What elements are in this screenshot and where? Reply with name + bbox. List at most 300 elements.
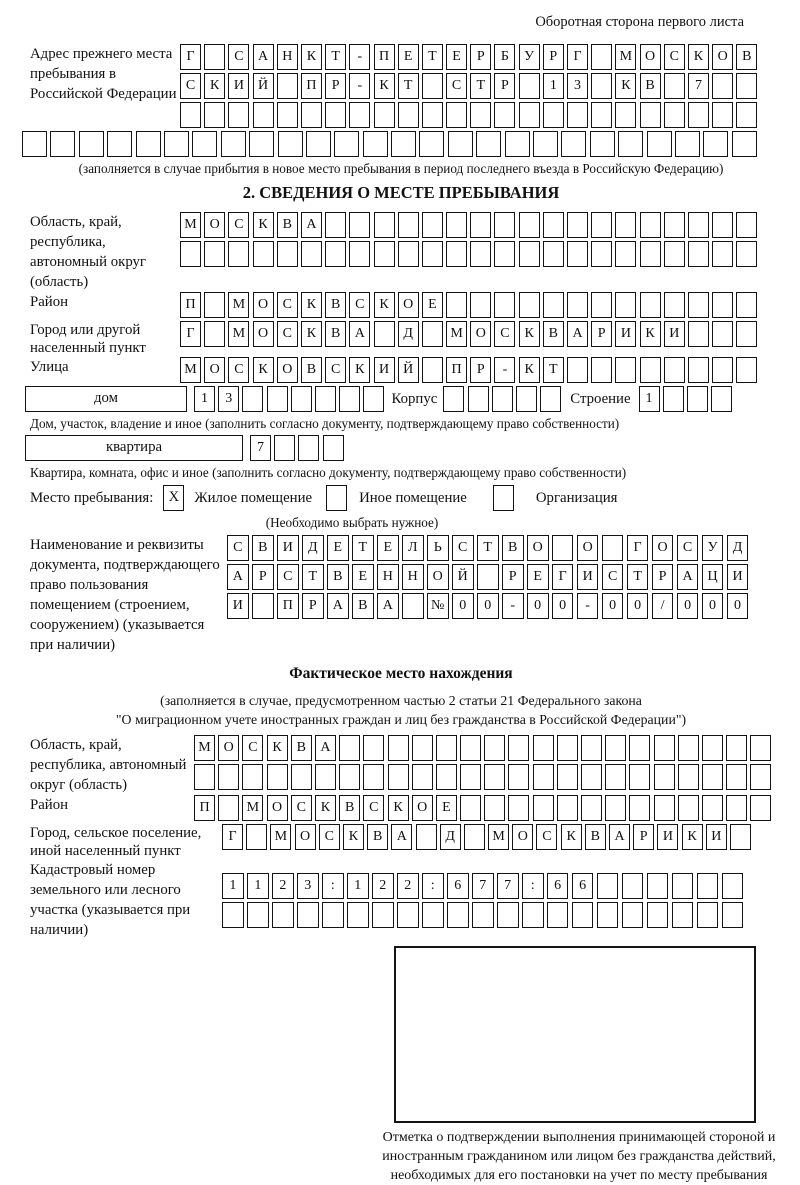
char-box: 2 [397,873,419,899]
oblast-grid [180,212,761,270]
char-box: К [561,824,582,850]
char-box [688,321,709,347]
char-box: 0 [702,593,724,619]
char-box [242,386,263,412]
char-box [591,73,612,99]
char-box [712,321,733,347]
kadastr-grid [222,873,747,931]
char-box: К [688,44,709,70]
char-box [722,902,744,928]
char-box: В [352,593,374,619]
char-box: А [377,593,399,619]
ulitsa-label: Улица [30,359,69,375]
char-box: 1 [543,73,564,99]
char-box: С [677,535,699,561]
char-box: К [343,824,364,850]
char-box: М [615,44,636,70]
char-box: О [712,44,733,70]
char-box [242,764,263,790]
char-box [519,292,540,318]
char-box: М [228,321,249,347]
fact-gorod-section [22,824,780,860]
char-box [277,73,298,99]
char-box [711,386,732,412]
char-box [557,735,578,761]
char-box [416,824,437,850]
char-box: В [301,357,322,383]
char-box: С [363,795,384,821]
char-box: / [652,593,674,619]
char-box [221,131,246,157]
char-box [306,131,331,157]
char-box [228,102,249,128]
char-box: О [470,321,491,347]
char-box: С [452,535,474,561]
oblast-label: Область, край, республика, автономный округ (область) [30,214,146,290]
char-box: 2 [372,873,394,899]
char-box: - [349,44,370,70]
char-box: Б [494,44,515,70]
char-box: В [325,292,346,318]
char-box [640,241,661,267]
char-box [543,292,564,318]
char-box [567,292,588,318]
char-box [107,131,132,157]
char-box [22,131,47,157]
char-box: 0 [677,593,699,619]
char-box [204,44,225,70]
char-box: 6 [447,873,469,899]
char-box [519,212,540,238]
char-box: Й [253,73,274,99]
prev-address-row-2 [180,73,761,99]
char-box [519,241,540,267]
char-box [249,131,274,157]
char-box [547,902,569,928]
fact-note-1: (заполняется в случае, предусмотренном частью 2 статьи 21 Федерального закона [160,693,642,708]
char-box: М [446,321,467,347]
char-box: И [664,321,685,347]
char-box: Т [627,564,649,590]
char-box [597,902,619,928]
char-box: В [640,73,661,99]
char-box: Д [727,535,749,561]
char-box: М [180,212,201,238]
char-box: Ь [427,535,449,561]
char-box: С [602,564,624,590]
char-box [702,735,723,761]
char-box [654,795,675,821]
char-box: С [291,795,312,821]
char-box: 7 [497,873,519,899]
char-box: Р [470,357,491,383]
kvartira-row [22,435,780,461]
char-box: К [640,321,661,347]
char-box [334,131,359,157]
char-box [590,131,615,157]
char-box: 6 [572,873,594,899]
char-box [322,902,344,928]
char-box [460,795,481,821]
char-box: С [228,212,249,238]
fact-oblast-label: Область, край, республика, автономный округ (область) [30,737,187,793]
document-row-2 [227,564,752,590]
char-box: Е [436,795,457,821]
oblast-row-2 [180,241,761,267]
char-box: Т [477,535,499,561]
char-box: 0 [627,593,649,619]
char-box [678,764,699,790]
char-box [730,824,751,850]
char-box [494,241,515,267]
char-box [664,241,685,267]
char-box [615,292,636,318]
char-box [460,735,481,761]
fact-raion-section [22,795,780,824]
char-box [374,321,395,347]
char-box [712,292,733,318]
fact-gorod-row [222,824,754,850]
char-box: И [727,564,749,590]
char-box [736,292,757,318]
char-box: А [609,824,630,850]
document-section [22,535,780,655]
gorod-section [22,321,780,357]
char-box: В [339,795,360,821]
dom-note: Дом, участок, владение и иное (заполнить согласно документу, подтверждающему право собственности) [30,416,620,431]
char-box: Н [277,44,298,70]
page-header-note: Оборотная сторона первого листа [535,14,744,30]
char-box: В [502,535,524,561]
char-box [522,902,544,928]
char-box: О [267,795,288,821]
char-box [654,764,675,790]
char-box: Р [302,593,324,619]
char-box [446,212,467,238]
fact-raion-label: Район [30,797,69,813]
char-box [687,386,708,412]
char-box: К [267,735,288,761]
char-box: О [577,535,599,561]
char-box: О [398,292,419,318]
char-box: Г [222,824,243,850]
char-box [470,212,491,238]
char-box: А [349,321,370,347]
char-box: В [252,535,274,561]
char-box: А [253,44,274,70]
document-row-1 [227,535,752,561]
char-box [325,102,346,128]
char-box: Т [352,535,374,561]
char-box [703,131,728,157]
char-box: О [640,44,661,70]
char-box: С [446,73,467,99]
char-box: 7 [250,435,271,461]
char-box [315,386,336,412]
char-box: М [488,824,509,850]
char-box: Ц [702,564,724,590]
dom-cells [194,386,388,406]
char-box [349,212,370,238]
checkbox-zhiloe: X [163,485,184,511]
char-box: Е [377,535,399,561]
char-box [688,102,709,128]
kadastr-section [22,860,780,940]
gorod-label: Город или другой населенный пункт [30,322,146,356]
char-box [274,435,295,461]
char-box: Е [352,564,374,590]
char-box [50,131,75,157]
char-box: Е [327,535,349,561]
char-box [464,824,485,850]
char-box [278,131,303,157]
char-box [561,131,586,157]
char-box [647,902,669,928]
char-box [443,386,464,412]
char-box: Т [543,357,564,383]
char-box [615,357,636,383]
char-box: И [577,564,599,590]
char-box: 0 [477,593,499,619]
char-box [494,102,515,128]
char-box: Р [502,564,524,590]
char-box [750,735,771,761]
char-box [712,102,733,128]
char-box [552,535,574,561]
char-box [422,321,443,347]
char-box [591,241,612,267]
char-box [398,241,419,267]
char-box [398,212,419,238]
char-box [391,131,416,157]
section2-title: 2. СВЕДЕНИЯ О МЕСТЕ ПРЕБЫВАНИЯ [242,183,560,202]
char-box [557,764,578,790]
char-box: К [374,292,395,318]
char-box [697,902,719,928]
ulitsa-section [22,357,780,386]
char-box: У [702,535,724,561]
char-box: К [349,357,370,383]
char-box [591,212,612,238]
char-box [622,902,644,928]
char-box [618,131,643,157]
mesto-label: Место пребывания: [30,490,154,506]
char-box: К [615,73,636,99]
char-box: О [652,535,674,561]
kvartira-cells [250,435,347,455]
prev-address-label: Адрес прежнего места пребывания в Российской Федерации [30,46,177,102]
char-box [647,873,669,899]
char-box [194,764,215,790]
char-box [253,102,274,128]
document-grid [227,535,752,622]
char-box [664,212,685,238]
raion-row [180,292,761,318]
char-box: Т [325,44,346,70]
char-box: К [519,357,540,383]
kadastr-row-1 [222,873,747,899]
stroenie-cells [639,386,736,406]
char-box [374,212,395,238]
char-box [492,386,513,412]
char-box [567,102,588,128]
fact-note-2: "О миграционном учете иностранных граждан и лиц без гражданства в Российской Федерации") [115,712,687,727]
char-box [277,241,298,267]
char-box: К [301,292,322,318]
char-box [664,73,685,99]
char-box: Р [652,564,674,590]
char-box [702,795,723,821]
char-box [543,102,564,128]
prev-address-note: (заполняется в случае прибытия в новое место пребывания в период последнего въезда в Российскую Федерацию) [78,161,724,176]
option-inoe-label: Иное помещение [359,490,467,506]
char-box [363,764,384,790]
mesto-note: (Необходимо выбрать нужное) [265,515,439,530]
char-box [664,357,685,383]
char-box [325,212,346,238]
char-box [605,795,626,821]
char-box: М [242,795,263,821]
char-box: - [502,593,524,619]
raion-section [22,292,780,321]
char-box: Р [494,73,515,99]
char-box: С [277,292,298,318]
char-box [339,764,360,790]
char-box: Г [567,44,588,70]
char-box [402,593,424,619]
char-box [591,357,612,383]
char-box [180,241,201,267]
char-box [533,795,554,821]
gorod-row [180,321,761,347]
char-box [581,795,602,821]
char-box [712,357,733,383]
kadastr-row-2 [222,902,747,928]
char-box [678,795,699,821]
char-box [736,357,757,383]
char-box [615,212,636,238]
char-box: И [374,357,395,383]
char-box [615,102,636,128]
char-box: А [301,212,322,238]
char-box: О [204,212,225,238]
stamp-caption: Отметка о подтверждении выполнения принимающей стороной и иностранным гражданином или лицом без гражданства действий, необходимых для его постановки на учет по месту пребывания [382,1130,776,1183]
dom-section [22,386,780,432]
char-box [339,386,360,412]
char-box: 1 [639,386,660,412]
char-box: № [427,593,449,619]
fact-oblast-grid [194,735,775,793]
char-box [654,735,675,761]
char-box [349,241,370,267]
char-box: М [228,292,249,318]
char-box: К [682,824,703,850]
char-box [484,735,505,761]
char-box: 3 [297,873,319,899]
char-box [470,241,491,267]
char-box [484,795,505,821]
option-zhiloe-label: Жилое помещение [194,490,313,506]
char-box [702,764,723,790]
char-box [180,102,201,128]
char-box: Д [398,321,419,347]
char-box [388,764,409,790]
char-box [581,735,602,761]
char-box: 7 [688,73,709,99]
char-box: К [253,357,274,383]
char-box [372,902,394,928]
char-box: С [325,357,346,383]
document-row-3 [227,593,752,619]
char-box: В [291,735,312,761]
char-box: С [664,44,685,70]
oblast-row-1 [180,212,761,238]
char-box [647,131,672,157]
char-box [446,102,467,128]
char-box [672,873,694,899]
char-box: 1 [347,873,369,899]
char-box [436,735,457,761]
char-box: П [277,593,299,619]
checkbox-organizatsiya [493,485,514,511]
char-box [363,131,388,157]
char-box [712,241,733,267]
char-box [640,102,661,128]
char-box [291,386,312,412]
char-box: Н [402,564,424,590]
char-box [736,241,757,267]
char-box [398,102,419,128]
char-box [519,102,540,128]
char-box: И [227,593,249,619]
char-box [397,902,419,928]
char-box: Т [398,73,419,99]
char-box: К [388,795,409,821]
char-box [422,357,443,383]
char-box: М [180,357,201,383]
char-box [688,212,709,238]
char-box [567,357,588,383]
char-box: А [227,564,249,590]
char-box: Р [591,321,612,347]
char-box [664,102,685,128]
char-box [508,735,529,761]
char-box: 1 [222,873,244,899]
char-box [422,73,443,99]
char-box [591,102,612,128]
char-box [315,764,336,790]
char-box: : [322,873,344,899]
char-box: С [277,564,299,590]
char-box: Г [627,535,649,561]
fact-raion-row [194,795,775,821]
char-box [422,102,443,128]
char-box: В [736,44,757,70]
char-box [472,902,494,928]
char-box [374,241,395,267]
char-box [726,764,747,790]
char-box [591,292,612,318]
char-box [204,292,225,318]
char-box: А [677,564,699,590]
prev-address-row-3 [180,102,761,128]
char-box [688,292,709,318]
char-box: П [180,292,201,318]
char-box: 0 [602,593,624,619]
char-box [301,241,322,267]
char-box [252,593,274,619]
char-box [602,535,624,561]
